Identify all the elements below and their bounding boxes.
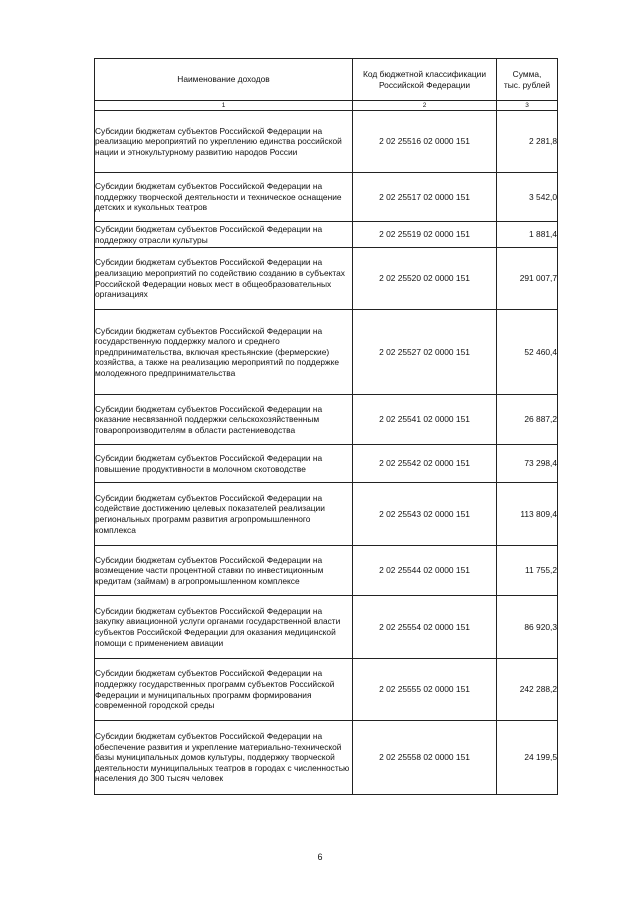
row-name: Субсидии бюджетам субъектов Российской Федерации на поддержку отрасли культуры xyxy=(95,222,353,248)
row-code: 2 02 25516 02 0000 151 xyxy=(353,111,497,173)
row-code: 2 02 25544 02 0000 151 xyxy=(353,546,497,596)
table-row xyxy=(95,222,558,248)
row-code: 2 02 25542 02 0000 151 xyxy=(353,445,497,483)
table-row xyxy=(95,395,558,445)
row-amount: 73 298,4 xyxy=(497,445,558,483)
table-body xyxy=(95,111,558,795)
row-name: Субсидии бюджетам субъектов Российской Федерации на поддержку творческой деятельности и техническое оснащение детских и кукольных театров xyxy=(95,173,353,222)
table-row xyxy=(95,596,558,659)
row-name: Субсидии бюджетам субъектов Российской Федерации на возмещение части процентной ставки по инвестиционным кредитам (займам) в агропромышленном комплексе xyxy=(95,546,353,596)
row-amount: 291 007,7 xyxy=(497,248,558,310)
row-amount: 3 542,0 xyxy=(497,173,558,222)
row-amount: 1 881,4 xyxy=(497,222,558,248)
row-name: Субсидии бюджетам субъектов Российской Федерации на закупку авиационной услуги органами государственной власти субъектов Российской Федерации для оказания медицинской помощи с применением авиации xyxy=(95,596,353,659)
header-sum: Сумма, тыс. рублей xyxy=(497,59,558,101)
row-amount: 2 281,8 xyxy=(497,111,558,173)
table-row xyxy=(95,445,558,483)
row-name: Субсидии бюджетам субъектов Российской Федерации на содействие достижению целевых показателей реализации региональных программ развития агропромышленного комплекса xyxy=(95,483,353,546)
row-code: 2 02 25541 02 0000 151 xyxy=(353,395,497,445)
row-code: 2 02 25558 02 0000 151 xyxy=(353,721,497,795)
row-amount: 86 920,3 xyxy=(497,596,558,659)
row-amount: 24 199,5 xyxy=(497,721,558,795)
row-name: Субсидии бюджетам субъектов Российской Федерации на государственную поддержку малого и среднего предпринимательства, включая крестьянские (фермерские) хозяйства, а также на реализацию мероприятий по поддержке молодежного предпринимательства xyxy=(95,310,353,395)
row-code: 2 02 25520 02 0000 151 xyxy=(353,248,497,310)
table-header-row xyxy=(95,59,558,101)
row-name: Субсидии бюджетам субъектов Российской Федерации на реализацию мероприятий по содействию созданию в субъектах Российской Федерации новых мест в общеобразовательных организациях xyxy=(95,248,353,310)
table-row xyxy=(95,483,558,546)
row-name: Субсидии бюджетам субъектов Российской Федерации на поддержку государственных программ субъектов Российской Федерации и муниципальных программ формирования современной городской среды xyxy=(95,659,353,721)
row-amount: 26 887,2 xyxy=(497,395,558,445)
row-amount: 113 809,4 xyxy=(497,483,558,546)
row-code: 2 02 25555 02 0000 151 xyxy=(353,659,497,721)
row-code: 2 02 25517 02 0000 151 xyxy=(353,173,497,222)
row-code: 2 02 25519 02 0000 151 xyxy=(353,222,497,248)
table-row xyxy=(95,111,558,173)
header-code: Код бюджетной классификации Российской Федерации xyxy=(353,59,497,101)
revenue-table xyxy=(94,58,558,795)
row-name: Субсидии бюджетам субъектов Российской Федерации на оказание несвязанной поддержки сельскохозяйственным товаропроизводителям в области растениеводства xyxy=(95,395,353,445)
row-code: 2 02 25554 02 0000 151 xyxy=(353,596,497,659)
column-number: 3 xyxy=(497,101,558,111)
column-number-row xyxy=(95,101,558,111)
header-name: Наименование доходов xyxy=(95,59,353,101)
row-code: 2 02 25527 02 0000 151 xyxy=(353,310,497,395)
table-row xyxy=(95,546,558,596)
column-number: 1 xyxy=(95,101,353,111)
row-name: Субсидии бюджетам субъектов Российской Федерации на реализацию мероприятий по укреплению единства российской нации и этнокультурному развитию народов России xyxy=(95,111,353,173)
row-amount: 242 288,2 xyxy=(497,659,558,721)
table-row xyxy=(95,310,558,395)
row-name: Субсидии бюджетам субъектов Российской Федерации на повышение продуктивности в молочном скотоводстве xyxy=(95,445,353,483)
table-row xyxy=(95,173,558,222)
table-row xyxy=(95,248,558,310)
row-amount: 11 755,2 xyxy=(497,546,558,596)
page-number: 6 xyxy=(317,852,323,862)
column-number: 2 xyxy=(353,101,497,111)
table-row xyxy=(95,659,558,721)
table-row xyxy=(95,721,558,795)
row-name: Субсидии бюджетам субъектов Российской Федерации на обеспечение развития и укрепление материально-технической базы муниципальных домов культуры, поддержку творческой деятельности муниципальных театров в городах с численностью населения до 300 тысяч человек xyxy=(95,721,353,795)
row-code: 2 02 25543 02 0000 151 xyxy=(353,483,497,546)
row-amount: 52 460,4 xyxy=(497,310,558,395)
